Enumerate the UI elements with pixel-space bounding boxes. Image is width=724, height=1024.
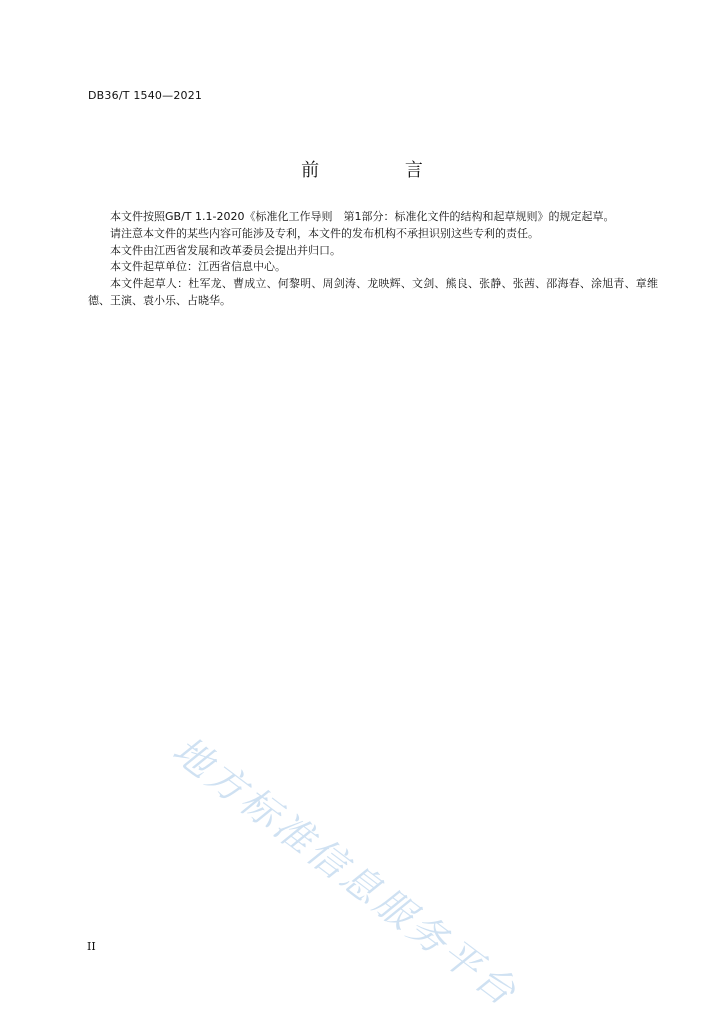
document-code: DB36/T 1540—2021 [88,89,203,102]
watermark: 地方标准信息服务平台 [164,727,527,1016]
paragraph-drafting-rules: 本文件按照GB/T 1.1-2020《标准化工作导则 第1部分：标准化文件的结构和起草规则》的规定起草。 [110,210,615,223]
paragraph-drafters: 本文件起草人：杜军龙、曹成立、何黎明、周剑涛、龙映辉、文剑、熊良、张静、张茜、邵海春、涂旭青、章维德、王演、袁小乐、占晓华。 [88,277,658,307]
foreword-body [88,209,658,310]
paragraph-proposer: 本文件由江西省发展和改革委员会提出并归口。 [110,243,341,257]
section-title: 前 言 [301,160,463,181]
paragraph-patent-notice: 请注意本文件的某些内容可能涉及专利，本文件的发布机构不承担识别这些专利的责任。 [110,226,539,240]
page-number: II [87,940,96,953]
paragraph-drafting-unit: 本文件起草单位：江西省信息中心。 [110,260,286,274]
